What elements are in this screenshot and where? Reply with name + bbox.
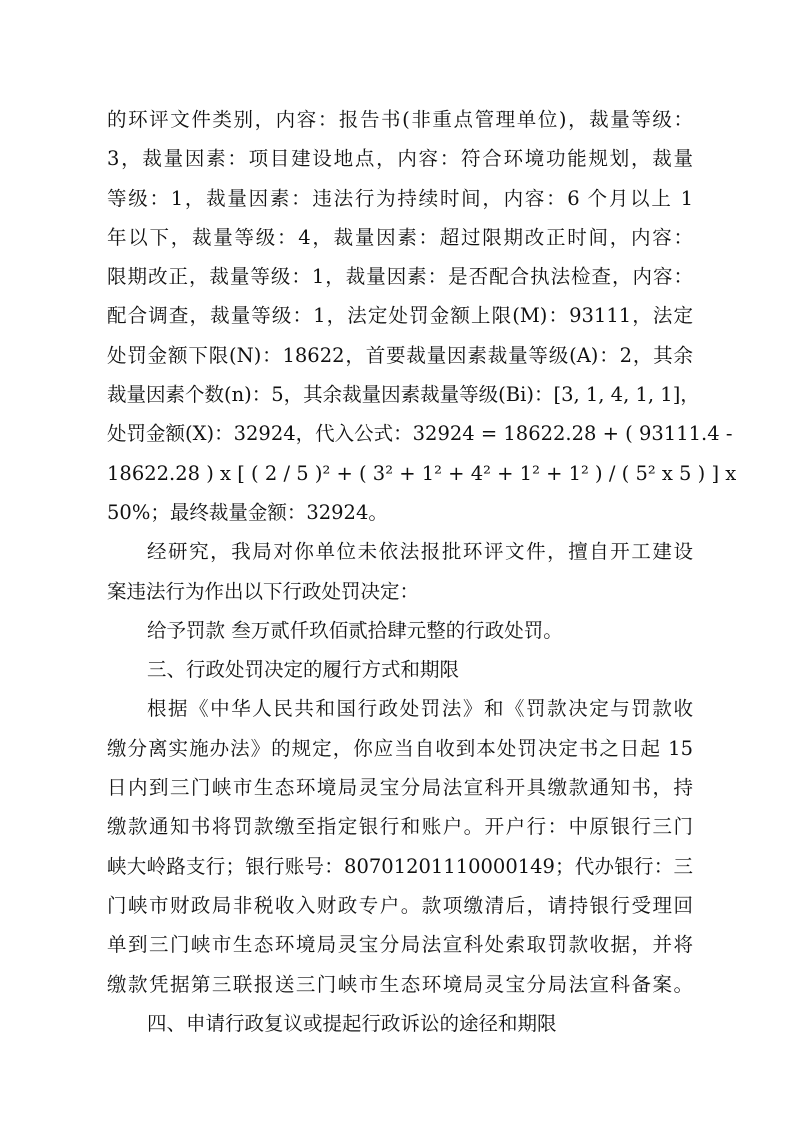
text-line: 日内到三门峡市生态环境局灵宝分局法宣科开具缴款通知书，持 xyxy=(107,776,693,800)
text-line: 缴款凭据第三联报送三门峡市生态环境局灵宝分局法宣科备案。 xyxy=(107,972,693,996)
text-line: 根据《中华人民共和国行政处罚法》和《罚款决定与罚款收 xyxy=(147,697,693,721)
text-line: 单到三门峡市生态环境局灵宝分局法宣科处索取罚款收据，并将 xyxy=(107,933,693,957)
text-line: 配合调查，裁量等级：1，法定处罚金额上限(M)：93111，法定 xyxy=(107,304,693,328)
formula-line: 处罚金额(X)：32924，代入公式：32924 = 18622.28 + ( 93111.4 - xyxy=(107,422,733,446)
section-4 xyxy=(107,1004,693,1043)
text-line: 案违法行为作出以下行政处罚决定： xyxy=(107,579,420,603)
section-3 xyxy=(107,650,693,1004)
text-line: 的环评文件类别，内容：报告书(非重点管理单位)，裁量等级： xyxy=(107,108,693,131)
text-line: 峡大岭路支行；银行账号：80701201110000149；代办银行：三 xyxy=(107,854,693,878)
text-line: 经研究，我局对你单位未依法报批环评文件，擅自开工建设 xyxy=(147,540,693,564)
decision-intro-paragraph xyxy=(107,532,693,611)
text-line: 处罚金额下限(N)：18622，首要裁量因素裁量等级(A)：2，其余 xyxy=(107,343,693,367)
text-line: 裁量因素个数(n)：5，其余裁量因素裁量等级(Bi)：[3, 1, 4, 1, 1]， xyxy=(107,383,700,407)
text-line: 缴款通知书将罚款缴至指定银行和账户。开户行：中原银行三门 xyxy=(107,815,693,839)
document-page xyxy=(107,100,737,1043)
formula-line: 18622.28 ) x [ ( 2 / 5 )² + ( 3² + 1² + 4² + 1² + 1² ) / ( 5² x 5 ) ] x xyxy=(107,461,737,485)
penalty-decision-paragraph xyxy=(107,611,693,650)
text-line: 50%；最终裁量金额：32924。 xyxy=(107,500,388,524)
text-line: 年以下，裁量等级：4，裁量因素：超过限期改正时间，内容： xyxy=(107,225,693,249)
section-heading: 三、行政处罚决定的履行方式和期限 xyxy=(147,658,460,682)
section-heading: 四、申请行政复议或提起行政诉讼的途径和期限 xyxy=(147,1011,557,1035)
text-line: 等级：1，裁量因素：违法行为持续时间，内容：6 个月以上 1 xyxy=(107,186,693,210)
text-line: 门峡市财政局非税收入财政专户。款项缴清后，请持银行受理回 xyxy=(107,893,693,917)
penalty-decision: 给予罚款 叁万贰仟玖佰贰拾肆元整的行政处罚。 xyxy=(147,618,563,642)
text-line: 限期改正，裁量等级：1，裁量因素：是否配合执法检查，内容： xyxy=(107,265,693,289)
text-line: 3，裁量因素：项目建设地点，内容：符合环境功能规划，裁量 xyxy=(107,147,693,171)
text-line: 缴分离实施办法》的规定，你应当自收到本处罚决定书之日起 15 xyxy=(107,736,693,760)
calculation-paragraph xyxy=(107,100,737,532)
